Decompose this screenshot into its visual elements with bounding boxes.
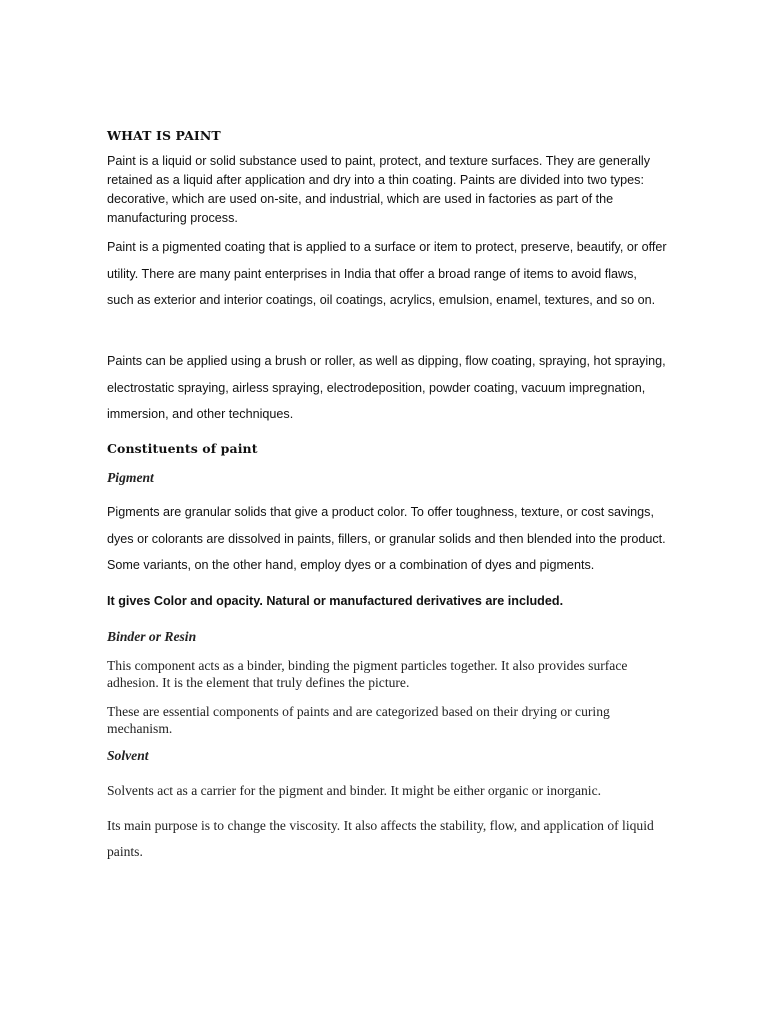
binder-paragraph-1: This component acts as a binder, binding the pigment particles together. It also provides surface adhesion. It is the element that truly defines the picture. (107, 658, 628, 690)
intro-paragraph-2: Paint is a pigmented coating that is applied to a surface or item to protect, preserve, beautify, or offer utility. There are many paint enterprises in India that offer a broad range of items to avoid flaws, such as exterior and interior coatings, oil coatings, acrylics, emulsion, enamel, textures, and so on. (107, 240, 667, 307)
pigment-paragraph-2: It gives Color and opacity. Natural or manufactured derivatives are included. (107, 594, 564, 608)
subsection-heading-binder: Binder or Resin (107, 629, 197, 644)
subsection-heading-solvent: Solvent (107, 748, 149, 763)
solvent-paragraph-2: Its main purpose is to change the viscosity. It also affects the stability, flow, and application of liquid paints. (107, 818, 654, 859)
page-title: WHAT IS PAINT (107, 128, 221, 143)
subsection-heading-pigment: Pigment (107, 470, 154, 485)
solvent-paragraph-1: Solvents act as a carrier for the pigment and binder. It might be either organic or inorganic. (107, 783, 602, 798)
binder-paragraph-2: These are essential components of paints and are categorized based on their drying or curing mechanism. (107, 704, 610, 736)
intro-paragraph-3: Paints can be applied using a brush or roller, as well as dipping, flow coating, spraying, hot spraying, electrostatic spraying, airless spraying, electrodeposition, powder coating, vacuum impregnation, immersion, and other techniques. (107, 354, 666, 421)
section-heading-constituents: Constituents of paint (107, 441, 258, 456)
intro-paragraph-1: Paint is a liquid or solid substance used to paint, protect, and texture surfaces. They are generally retained as a liquid after application and dry into a thin coating. Paints are divided into two types: decorative, which are used on-site, and industrial, which are used in factories as part of the manufacturing process. (107, 154, 651, 225)
pigment-paragraph-1: Pigments are granular solids that give a product color. To offer toughness, texture, or cost savings, dyes or colorants are dissolved in paints, fillers, or granular solids and then blended into the product. Some variants, on the other hand, employ dyes or a combination of dyes and pigments. (107, 505, 666, 572)
